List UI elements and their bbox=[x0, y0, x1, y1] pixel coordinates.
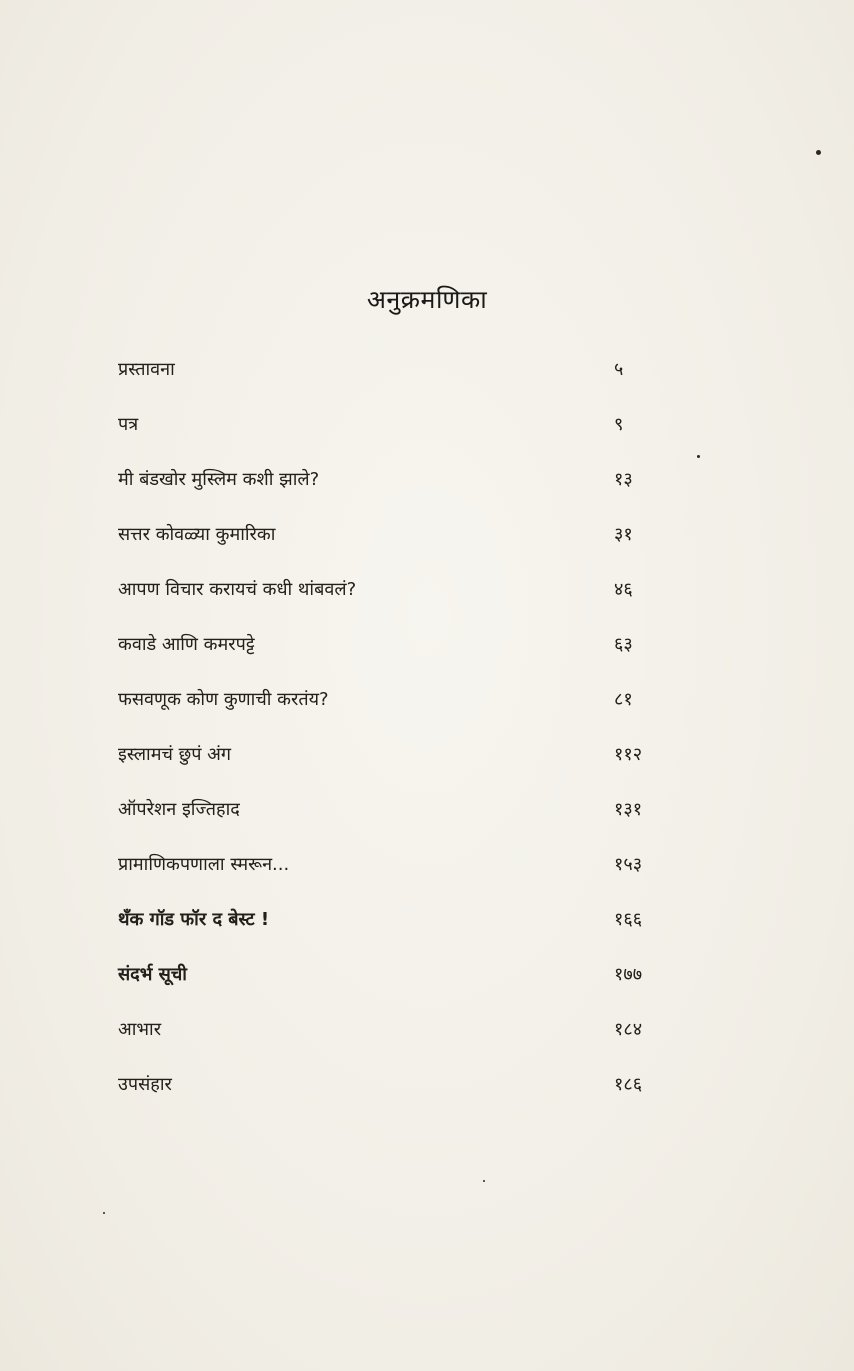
toc-entry-title: ऑपरेशन इज्तिहाद bbox=[118, 799, 240, 820]
toc-entry-page: ६३ bbox=[614, 634, 633, 655]
toc-entry-title: सत्तर कोवळ्या कुमारिका bbox=[118, 524, 276, 545]
page-title: अनुक्रमणिका bbox=[366, 285, 488, 314]
toc-entry-page: ११२ bbox=[614, 744, 643, 765]
toc-entry[interactable] bbox=[118, 576, 678, 608]
toc-entry-title: मी बंडखोर मुस्लिम कशी झाले? bbox=[118, 469, 320, 490]
toc-entry-title: पत्र bbox=[118, 414, 139, 435]
toc-entry-page: १८४ bbox=[614, 1019, 643, 1040]
toc-entry-title: प्रस्तावना bbox=[118, 359, 175, 380]
ink-speck bbox=[483, 1180, 485, 1182]
toc-entry-page: ९ bbox=[614, 414, 624, 435]
toc-entry-page: ५ bbox=[614, 359, 624, 380]
toc-entry[interactable] bbox=[118, 961, 678, 993]
ink-speck bbox=[816, 150, 821, 155]
toc-entry-title: थँक गॉड फॉर द बेस्ट ! bbox=[118, 909, 270, 930]
toc-entry-title: फसवणूक कोण कुणाची करतंय? bbox=[118, 689, 329, 710]
toc-entry-page: ४६ bbox=[614, 579, 633, 600]
toc-entry[interactable] bbox=[118, 631, 678, 663]
toc-entry[interactable] bbox=[118, 466, 678, 498]
toc-entry-title: इस्लामचं छुपं अंग bbox=[118, 744, 232, 765]
toc-entry[interactable] bbox=[118, 521, 678, 553]
toc-entry-page: १६६ bbox=[614, 909, 643, 930]
toc-entry[interactable] bbox=[118, 741, 678, 773]
toc-entry-title: उपसंहार bbox=[118, 1074, 172, 1095]
toc-entry[interactable] bbox=[118, 851, 678, 883]
toc-entry[interactable] bbox=[118, 906, 678, 938]
toc-entry-title: प्रामाणिकपणाला स्मरून... bbox=[118, 854, 290, 875]
ink-speck bbox=[697, 455, 700, 458]
toc-entry-title: कवाडे आणि कमरपट्टे bbox=[118, 634, 255, 655]
toc-entry-page: १७७ bbox=[614, 964, 643, 985]
toc-entry-page: १३ bbox=[614, 469, 633, 490]
toc-entry[interactable] bbox=[118, 1016, 678, 1048]
toc-entry-page: १३१ bbox=[614, 799, 643, 820]
toc-entry-page: १५३ bbox=[614, 854, 643, 875]
toc-entry-title: आपण विचार करायचं कधी थांबवलं? bbox=[118, 579, 357, 600]
toc-entry[interactable] bbox=[118, 356, 678, 388]
toc-entry-title: आभार bbox=[118, 1019, 162, 1040]
toc-entry[interactable] bbox=[118, 411, 678, 443]
ink-speck bbox=[103, 1212, 105, 1214]
toc-entry[interactable] bbox=[118, 796, 678, 828]
toc-entry[interactable] bbox=[118, 1071, 678, 1103]
toc-entry[interactable] bbox=[118, 686, 678, 718]
toc-entry-page: १८६ bbox=[614, 1074, 643, 1095]
toc-entry-page: ३१ bbox=[614, 524, 633, 545]
toc-entry-title: संदर्भ सूची bbox=[118, 964, 187, 985]
toc-entry-page: ८१ bbox=[614, 689, 633, 710]
